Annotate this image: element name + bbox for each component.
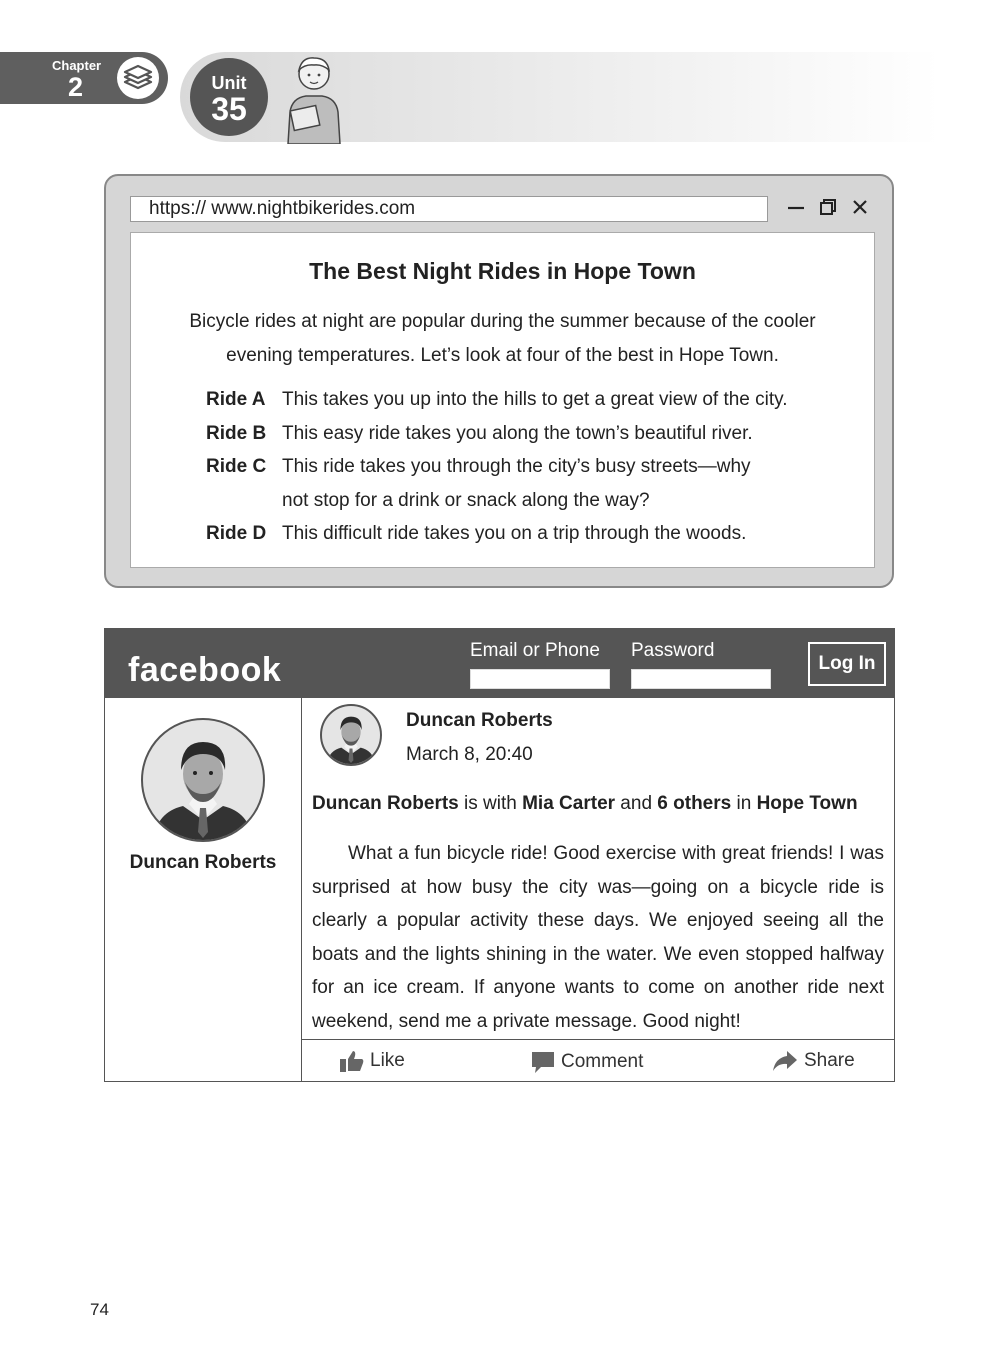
browser-window — [104, 174, 894, 588]
ride-item-d — [206, 517, 846, 551]
ride-description — [282, 517, 846, 551]
thumbs-up-icon — [340, 1050, 364, 1072]
ride-label: Ride A — [206, 389, 266, 410]
comment-label: Comment — [561, 1051, 644, 1072]
page-intro — [171, 305, 834, 373]
tag-text: in — [731, 793, 757, 814]
restore-icon[interactable] — [815, 194, 841, 220]
profile-name[interactable]: Duncan Roberts — [129, 852, 277, 873]
ride-list — [206, 383, 846, 551]
share-icon — [772, 1050, 798, 1072]
ride-label: Ride C — [206, 456, 267, 477]
intro-line: evening temperatures. Let’s look at four of the best in Hope Town. — [226, 345, 779, 366]
chapter-tab — [0, 52, 168, 104]
ride-item-c — [206, 450, 846, 517]
ride-description — [282, 383, 846, 417]
student-illustration — [278, 52, 350, 144]
close-icon[interactable] — [847, 194, 873, 220]
comment-icon — [531, 1050, 555, 1074]
ride-label: Ride B — [206, 422, 267, 444]
chapter-number: 2 — [68, 72, 84, 102]
ride-line: not stop for a drink or snack along the way? — [282, 489, 650, 511]
login-button[interactable]: Log In — [808, 642, 886, 686]
post-tagline — [312, 793, 858, 815]
share-label: Share — [804, 1050, 855, 1071]
ride-description — [282, 450, 846, 517]
ride-item-b — [206, 417, 846, 451]
ride-label: Ride D — [206, 523, 267, 544]
password-label: Password — [631, 640, 715, 661]
tag-text: and — [615, 793, 658, 814]
unit-number: 35 — [211, 91, 247, 127]
intro-line: Bicycle rides at night are popular during the summer because of the cooler — [189, 311, 816, 332]
ride-line: This difficult ride takes you on a trip through the woods. — [282, 523, 747, 544]
post-action-bar — [302, 1039, 894, 1083]
like-button[interactable] — [340, 1050, 405, 1072]
ride-line: This ride takes you through the city’s busy streets—why — [282, 456, 751, 477]
share-button[interactable] — [772, 1050, 855, 1072]
post-timestamp: March 8, 20:40 — [406, 744, 533, 765]
tag-author[interactable]: Duncan Roberts — [312, 793, 459, 814]
email-field[interactable] — [470, 669, 610, 689]
unit-label: Unit — [211, 73, 247, 93]
post-author[interactable]: Duncan Roberts — [406, 710, 553, 731]
books-icon — [117, 57, 159, 99]
profile-sidebar — [105, 698, 302, 1082]
address-bar[interactable]: https:// www.nightbikerides.com — [130, 196, 768, 222]
page-number: 74 — [90, 1300, 109, 1319]
tag-text: is with — [458, 793, 523, 814]
ride-line: This easy ride takes you along the town’s beautiful river. — [282, 422, 753, 444]
unit-badge — [190, 58, 268, 136]
minimize-icon[interactable] — [783, 194, 809, 220]
comment-button[interactable] — [531, 1050, 643, 1074]
ride-line: This takes you up into the hills to get a great view of the city. — [282, 389, 788, 410]
facebook-logo[interactable]: facebook — [128, 651, 282, 689]
chapter-label: Chapter — [52, 58, 102, 73]
tag-place[interactable]: Hope Town — [756, 793, 858, 814]
email-label: Email or Phone — [470, 640, 600, 661]
post-avatar[interactable] — [320, 704, 382, 766]
web-page — [130, 232, 875, 568]
avatar[interactable] — [141, 718, 265, 842]
ride-description — [282, 417, 846, 451]
tag-others[interactable]: 6 others — [657, 793, 732, 814]
ride-item-a — [206, 383, 846, 417]
like-label: Like — [370, 1050, 405, 1071]
page-title: The Best Night Rides in Hope Town — [309, 258, 696, 284]
facebook-header — [105, 629, 894, 698]
password-field[interactable] — [631, 669, 771, 689]
post-body: What a fun bicycle ride! Good exercise with great friends! I was surprised at how busy the city was—going on a bicycle ride is clearly a popular activity these days. We enjoyed seeing all the boats and the lights shining in the water. We even stopped halfway for an ice cream. If anyone wants to come on another ride next weekend, send me a private message. Good night! — [312, 843, 884, 1032]
post — [302, 698, 894, 1082]
tag-friend[interactable]: Mia Carter — [522, 793, 616, 814]
facebook-widget — [104, 628, 895, 1082]
